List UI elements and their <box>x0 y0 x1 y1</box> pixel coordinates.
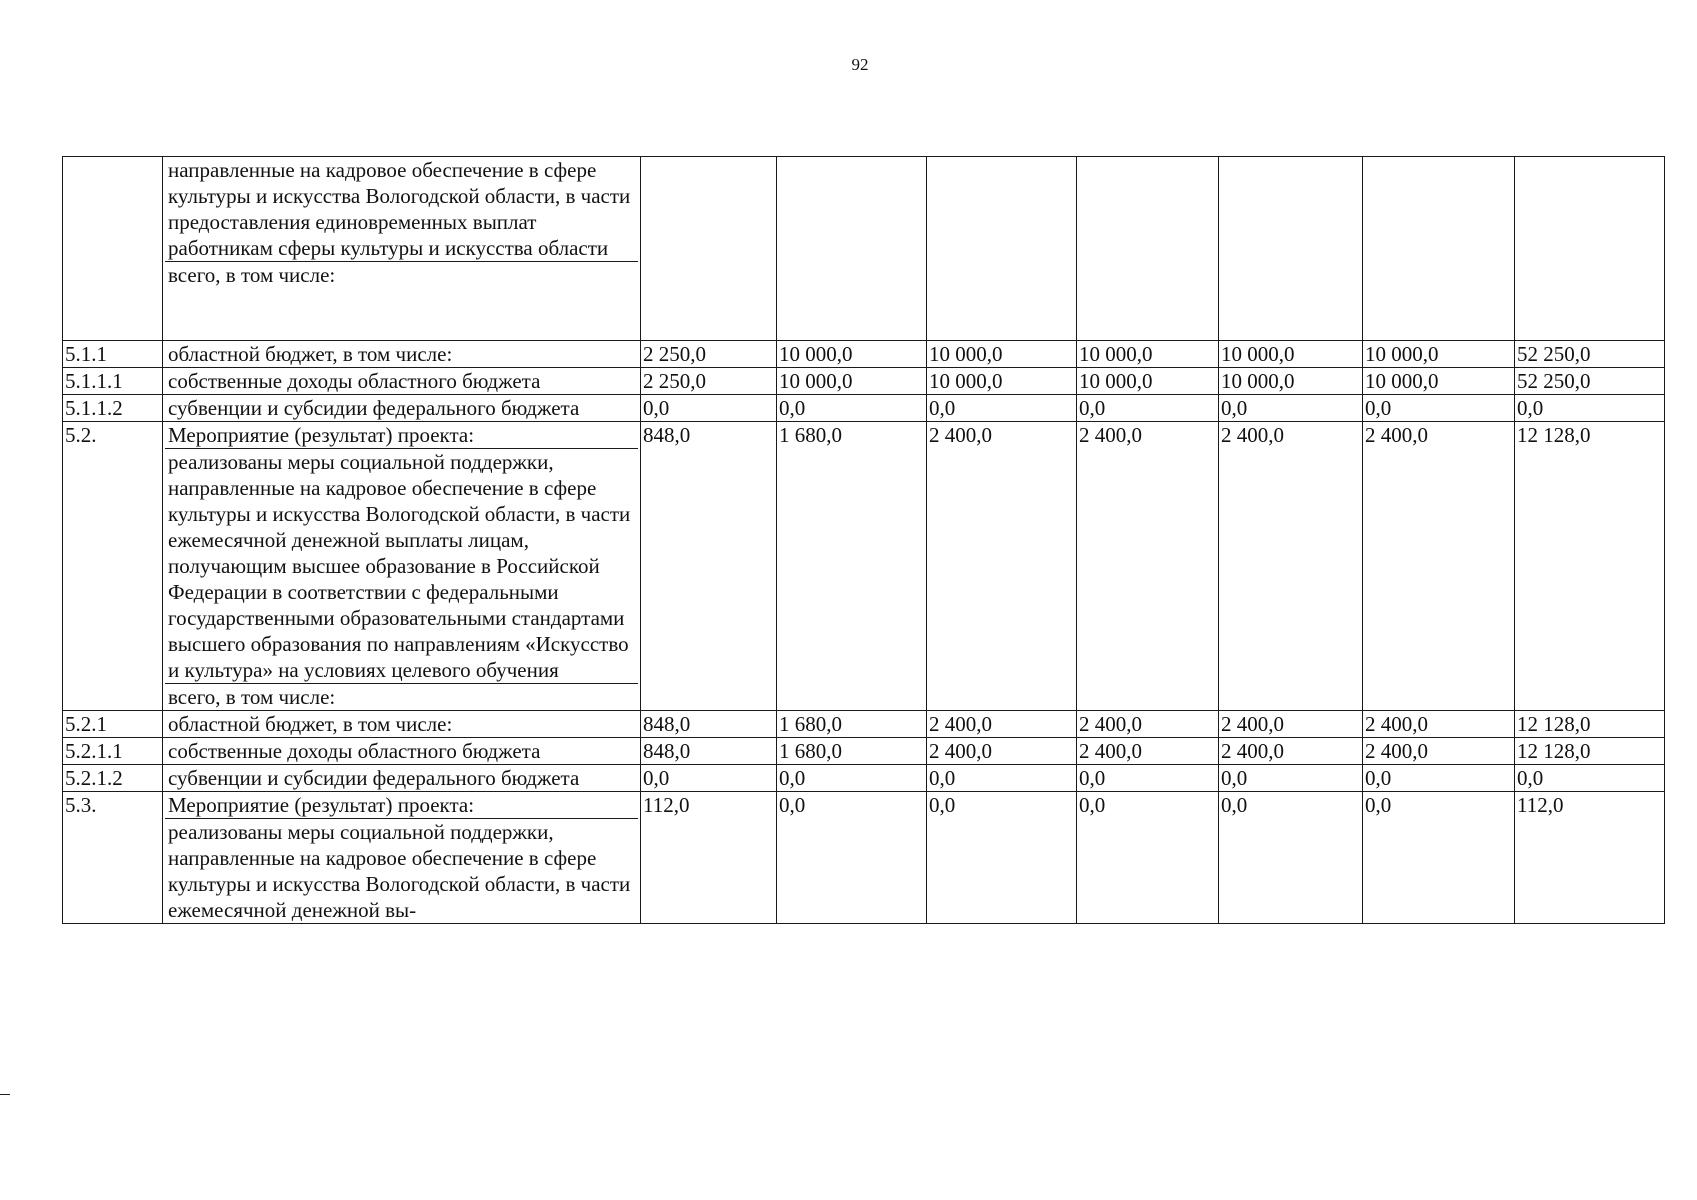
value-cell: 2 400,0 <box>927 422 1077 711</box>
value-cell <box>777 157 927 341</box>
value-cell: 0,0 <box>777 792 927 924</box>
value-cell: 112,0 <box>641 792 777 924</box>
value-cell: 2 400,0 <box>1363 711 1515 738</box>
description-text: направленные на кадровое обеспечение в сфере культуры и искусства Вологодской области, в части предоставления единовременных выплат работникам сферы культуры и искусства области <box>168 158 631 260</box>
value-cell: 1 680,0 <box>777 711 927 738</box>
row-code: 5.2. <box>63 422 163 711</box>
description-text: областной бюджет, в том числе: <box>168 712 453 736</box>
description-text: субвенции и субсидии федерального бюджета <box>168 766 580 790</box>
row-description <box>163 765 641 792</box>
row-code <box>63 157 163 341</box>
measure-heading: Мероприятие (результат) проекта: <box>168 423 475 447</box>
value-cell: 2 400,0 <box>1363 738 1515 765</box>
value-cell: 0,0 <box>1515 395 1665 422</box>
value-cell: 0,0 <box>1077 395 1219 422</box>
value-cell: 12 128,0 <box>1515 422 1665 711</box>
table-row <box>63 368 1665 395</box>
value-cell: 2 400,0 <box>1219 711 1363 738</box>
value-cell: 0,0 <box>927 395 1077 422</box>
value-cell: 2 400,0 <box>1077 422 1219 711</box>
value-cell: 848,0 <box>641 422 777 711</box>
value-cell: 2 400,0 <box>1077 738 1219 765</box>
value-cell: 2 400,0 <box>1219 422 1363 711</box>
value-cell <box>1077 157 1219 341</box>
table-row <box>63 765 1665 792</box>
value-cell: 10 000,0 <box>777 341 927 368</box>
value-cell: 0,0 <box>777 395 927 422</box>
value-cell: 52 250,0 <box>1515 341 1665 368</box>
description-text: областной бюджет, в том числе: <box>168 342 453 366</box>
value-cell: 10 000,0 <box>1363 368 1515 395</box>
description-text: собственные доходы областного бюджета <box>168 369 541 393</box>
value-cell: 2 400,0 <box>927 738 1077 765</box>
value-cell: 0,0 <box>1077 792 1219 924</box>
value-cell: 12 128,0 <box>1515 738 1665 765</box>
value-cell: 0,0 <box>1219 792 1363 924</box>
budget-table <box>62 156 1665 924</box>
row-description <box>163 711 641 738</box>
table-row <box>63 738 1665 765</box>
row-description <box>163 341 641 368</box>
value-cell: 10 000,0 <box>927 368 1077 395</box>
value-cell: 10 000,0 <box>1219 368 1363 395</box>
table-row <box>63 422 1665 711</box>
value-cell: 2 400,0 <box>1363 422 1515 711</box>
row-code: 5.1.1.2 <box>63 395 163 422</box>
value-cell: 0,0 <box>777 765 927 792</box>
description-text: реализованы меры социальной поддержки, направленные на кадровое обеспечение в сфере культуры и искусства Вологодской области, в части ежемесячной денежной вы- <box>165 818 638 923</box>
value-cell: 0,0 <box>1077 765 1219 792</box>
value-cell: 52 250,0 <box>1515 368 1665 395</box>
value-cell: 10 000,0 <box>777 368 927 395</box>
value-cell: 2 400,0 <box>1219 738 1363 765</box>
value-cell: 0,0 <box>641 395 777 422</box>
measure-heading: Мероприятие (результат) проекта: <box>168 793 475 817</box>
value-cell: 0,0 <box>1219 765 1363 792</box>
row-description <box>163 422 641 711</box>
value-cell: 10 000,0 <box>927 341 1077 368</box>
value-cell <box>1363 157 1515 341</box>
value-cell: 0,0 <box>1363 395 1515 422</box>
row-code: 5.2.1.2 <box>63 765 163 792</box>
value-cell <box>641 157 777 341</box>
table-row <box>63 792 1665 924</box>
row-code: 5.2.1 <box>63 711 163 738</box>
row-code: 5.1.1.1 <box>63 368 163 395</box>
value-cell: 10 000,0 <box>1077 368 1219 395</box>
value-cell: 10 000,0 <box>1219 341 1363 368</box>
value-cell: 10 000,0 <box>1363 341 1515 368</box>
description-text: собственные доходы областного бюджета <box>168 739 541 763</box>
value-cell: 112,0 <box>1515 792 1665 924</box>
value-cell: 1 680,0 <box>777 738 927 765</box>
table-row <box>63 341 1665 368</box>
page-number: 92 <box>851 55 869 74</box>
value-cell: 2 250,0 <box>641 341 777 368</box>
row-code: 5.3. <box>63 792 163 924</box>
row-description <box>163 368 641 395</box>
margin-mark <box>0 1094 10 1095</box>
value-cell: 848,0 <box>641 738 777 765</box>
table-row <box>63 711 1665 738</box>
value-cell <box>1219 157 1363 341</box>
value-cell: 0,0 <box>641 765 777 792</box>
row-code: 5.2.1.1 <box>63 738 163 765</box>
value-cell: 0,0 <box>1219 395 1363 422</box>
row-description <box>163 792 641 924</box>
value-cell: 0,0 <box>1363 765 1515 792</box>
row-code: 5.1.1 <box>63 341 163 368</box>
value-cell: 2 400,0 <box>927 711 1077 738</box>
value-cell: 10 000,0 <box>1077 341 1219 368</box>
row-description <box>163 157 641 341</box>
value-cell: 2 250,0 <box>641 368 777 395</box>
row-description <box>163 738 641 765</box>
value-cell: 0,0 <box>1515 765 1665 792</box>
description-text: реализованы меры социальной поддержки, направленные на кадровое обеспечение в сфере культуры и искусства Вологодской области, в части ежемесячной денежной выплаты лицам, получающим высшее образование в Российской Федерации в соответствии с федеральными государственными образовательными стандартами высшего образования по направлениям «Искусство и культура» на условиях целевого обучения <box>165 448 638 683</box>
value-cell: 12 128,0 <box>1515 711 1665 738</box>
table-row <box>63 395 1665 422</box>
description-text: субвенции и субсидии федерального бюджета <box>168 396 580 420</box>
value-cell: 0,0 <box>927 792 1077 924</box>
table-row <box>63 157 1665 341</box>
subtotal-label: всего, в том числе: <box>165 683 638 710</box>
row-description <box>163 395 641 422</box>
subtotal-label: всего, в том числе: <box>165 261 638 288</box>
value-cell: 2 400,0 <box>1077 711 1219 738</box>
value-cell <box>1515 157 1665 341</box>
value-cell: 848,0 <box>641 711 777 738</box>
value-cell: 1 680,0 <box>777 422 927 711</box>
value-cell <box>927 157 1077 341</box>
value-cell: 0,0 <box>927 765 1077 792</box>
value-cell: 0,0 <box>1363 792 1515 924</box>
